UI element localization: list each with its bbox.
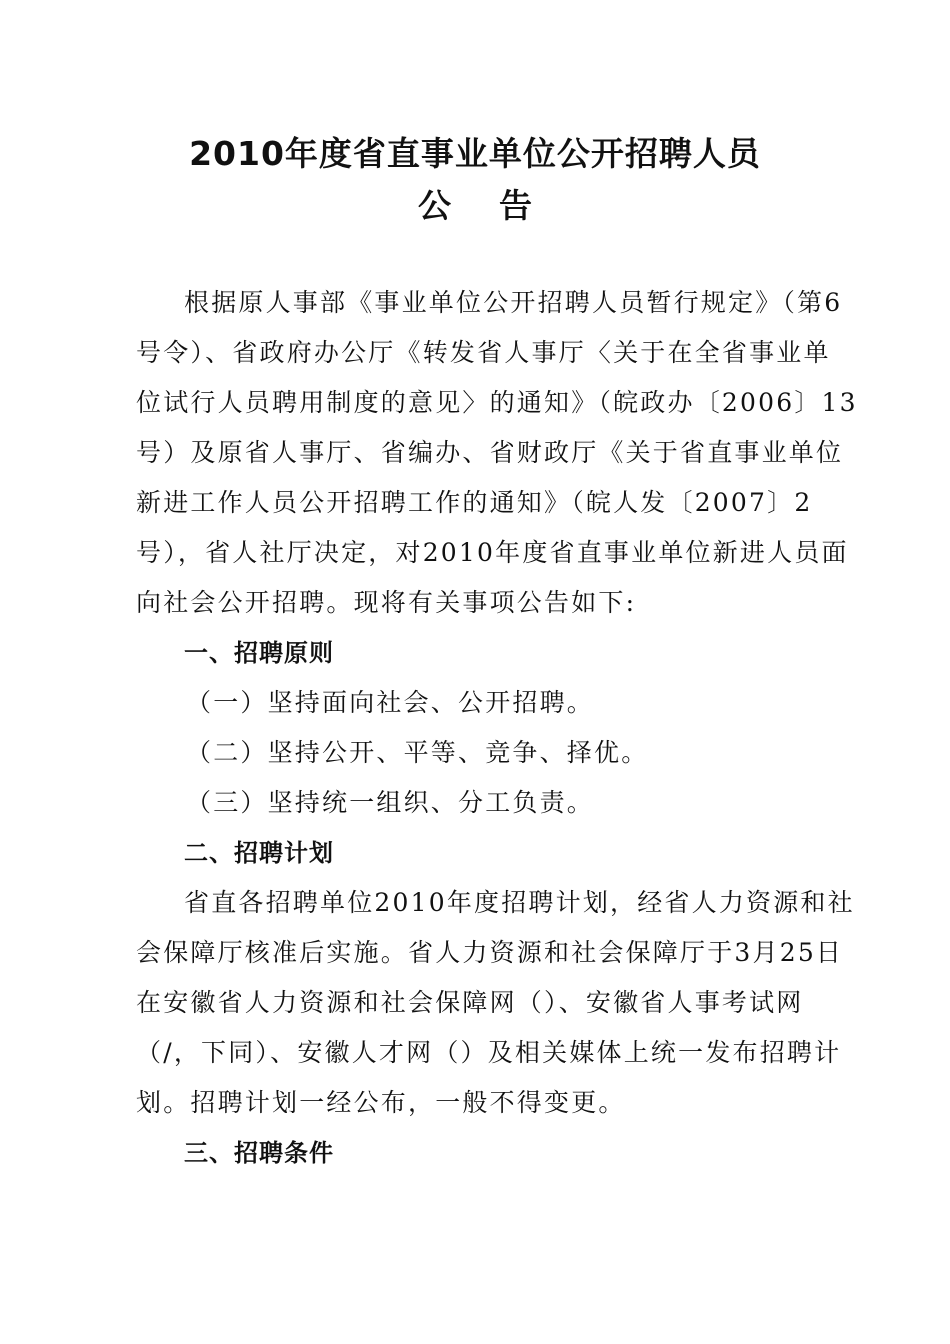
principle-item: （三）坚持统一组织、分工负责。: [186, 788, 595, 817]
intro-line: 向社会公开招聘。现将有关事项公告如下:: [136, 588, 637, 617]
plan-line: 会保障厅核准后实施。省人力资源和社会保障厅于3月25日: [136, 938, 844, 967]
principle-item: （二）坚持公开、平等、竞争、择优。: [186, 738, 649, 767]
plan-line: 划。招聘计划一经公布，一般不得变更。: [136, 1088, 626, 1117]
section-heading-principles: 一、招聘原则: [184, 639, 334, 667]
intro-line: 新进工作人员公开招聘工作的通知》（皖人发〔2007〕2: [136, 488, 813, 517]
section-heading-plan: 二、招聘计划: [184, 839, 334, 867]
intro-line: 根据原人事部《事业单位公开招聘人员暂行规定》（第6: [184, 288, 843, 317]
document-title: 2010年度省直事业单位公开招聘人员: [189, 134, 761, 173]
section-heading-conditions: 三、招聘条件: [184, 1139, 334, 1167]
plan-line: 省直各招聘单位2010年度招聘计划，经省人力资源和社: [184, 888, 855, 917]
principle-item: （一）坚持面向社会、公开招聘。: [186, 688, 595, 717]
intro-line: 号）及原省人事厅、省编办、省财政厅《关于省直事业单位: [136, 438, 844, 467]
document-title-notice: 公告: [418, 186, 580, 225]
plan-line: 在安徽省人力资源和社会保障网（）、安徽省人事考试网: [136, 988, 804, 1017]
plan-line: （/，下同）、安徽人才网（）及相关媒体上统一发布招聘计: [136, 1038, 842, 1067]
intro-line: 位试行人员聘用制度的意见〉的通知》（皖政办〔2006〕13: [136, 388, 858, 417]
intro-line: 号），省人社厅决定，对2010年度省直事业单位新进人员面: [136, 538, 849, 567]
intro-line: 号令）、省政府办公厅《转发省人事厅〈关于在全省事业单: [136, 338, 831, 367]
